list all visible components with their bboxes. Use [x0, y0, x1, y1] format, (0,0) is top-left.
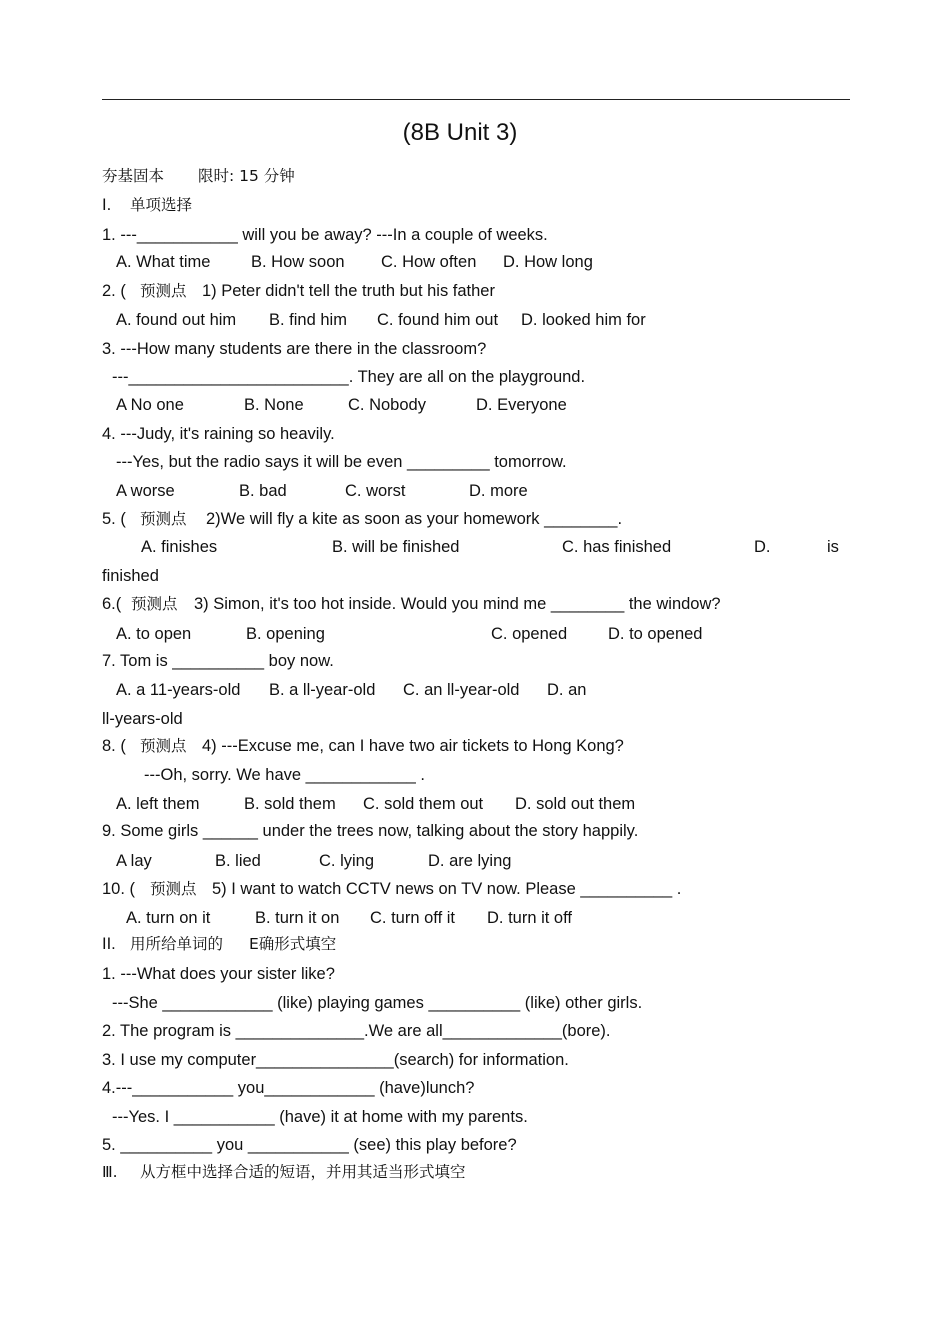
- q4-stem: 4. ---Judy, it's raining so heavily.: [102, 425, 335, 443]
- q10-option-a: A. turn on it: [126, 909, 211, 927]
- q4-stem-answer: ---Yes, but the radio says it will be even _________ tomorrow.: [116, 453, 567, 471]
- header-label: 夯基固本: [102, 167, 165, 185]
- q8-number: 8. (: [102, 737, 126, 755]
- q10-option-d: D. turn it off: [487, 909, 572, 927]
- q7-stem: 7. Tom is __________ boy now.: [102, 652, 334, 670]
- q5-tag: 预测点: [140, 510, 187, 528]
- q1-option-d: D. How long: [503, 253, 593, 271]
- section-1-number: I.: [102, 196, 112, 214]
- q8-option-a: A. left them: [116, 795, 200, 813]
- q10-number: 10. (: [102, 880, 136, 898]
- q7-option-b: B. a ll-year-old: [269, 681, 376, 699]
- q8-option-c: C. sold them out: [363, 795, 484, 813]
- q2-option-d: D. looked him for: [521, 311, 646, 329]
- q6-stem: 3) Simon, it's too hot inside. Would you mind me ________ the window?: [194, 595, 721, 613]
- q7-option-a: A. a 11-years-old: [116, 681, 241, 699]
- header-rule: [102, 99, 850, 100]
- s2-item-1-answer: ---She ____________ (like) playing games __________ (like) other girls.: [112, 994, 643, 1012]
- q3-option-b: B. None: [244, 396, 304, 414]
- q5-option-c: C. has finished: [562, 538, 672, 556]
- q8-stem: 4) ---Excuse me, can I have two air tickets to Hong Kong?: [202, 737, 624, 755]
- q10-stem: 5) I want to watch CCTV news on TV now. Please __________ .: [212, 880, 682, 898]
- q8-option-d: D. sold out them: [515, 795, 636, 813]
- q6-option-d: D. to opened: [608, 625, 703, 643]
- section-2-number: II.: [102, 935, 116, 953]
- q6-option-c: C. opened: [491, 625, 568, 643]
- s2-item-5: 5. __________ you ___________ (see) this play before?: [102, 1136, 517, 1154]
- q9-option-b: B. lied: [215, 852, 261, 870]
- q6-tag: 预测点: [131, 595, 178, 613]
- q9-option-a: A lay: [116, 852, 152, 870]
- q5-option-d-wrap: finished: [102, 567, 159, 585]
- q1-option-c: C. How often: [381, 253, 477, 271]
- s2-item-2: 2. The program is ______________.We are all_____________(bore).: [102, 1022, 611, 1040]
- q5-stem: 2)We will fly a kite as soon as your homework ________.: [206, 510, 623, 528]
- q10-option-c: C. turn off it: [370, 909, 455, 927]
- q5-number: 5. (: [102, 510, 126, 528]
- s2-item-1: 1. ---What does your sister like?: [102, 965, 335, 983]
- q2-option-b: B. find him: [269, 311, 347, 329]
- q2-tag: 预测点: [140, 282, 187, 300]
- q6-option-b: B. opening: [246, 625, 325, 643]
- q8-stem-answer: ---Oh, sorry. We have ____________ .: [144, 766, 425, 784]
- q1-option-b: B. How soon: [251, 253, 345, 271]
- q7-option-c: C. an ll-year-old: [403, 681, 520, 699]
- section-3-number: Ⅲ.: [102, 1163, 118, 1181]
- time-limit: 限时: 15 分钟: [198, 167, 295, 185]
- q10-option-b: B. turn it on: [255, 909, 340, 927]
- section-3-title: 从方框中选择合适的短语，并用其适当形式填空: [140, 1163, 466, 1181]
- s2-item-4-answer: ---Yes. I ___________ (have) it at home with my parents.: [112, 1108, 528, 1126]
- q9-option-d: D. are lying: [428, 852, 512, 870]
- q2-number: 2. (: [102, 282, 126, 300]
- q9-stem: 9. Some girls ______ under the trees now, talking about the story happily.: [102, 822, 639, 840]
- q8-tag: 预测点: [140, 737, 187, 755]
- q3-stem-answer: ---________________________. They are all on the playground.: [112, 368, 586, 386]
- q7-option-d-wrap: ll-years-old: [102, 710, 183, 728]
- section-1-title: 单项选择: [130, 196, 193, 214]
- q8-option-b: B. sold them: [244, 795, 336, 813]
- q10-tag: 预测点: [150, 880, 197, 898]
- q3-option-a: A No one: [116, 396, 184, 414]
- q2-stem: 1) Peter didn't tell the truth but his father: [202, 282, 495, 300]
- q6-option-a: A. to open: [116, 625, 192, 643]
- q5-option-b: B. will be finished: [332, 538, 460, 556]
- section-2-title: 用所给单词的: [130, 935, 224, 953]
- q4-option-b: B. bad: [239, 482, 287, 500]
- q1-stem: 1. ---___________ will you be away? ---In a couple of weeks.: [102, 226, 548, 244]
- q1-option-a: A. What time: [116, 253, 211, 271]
- q4-option-a: A worse: [116, 482, 175, 500]
- section-2-title-end: E确形式填空: [249, 935, 337, 953]
- q3-option-c: C. Nobody: [348, 396, 426, 414]
- q5-option-d: D.: [754, 538, 771, 556]
- q6-number: 6.(: [102, 595, 122, 613]
- q5-option-d-text: is: [827, 538, 839, 556]
- q9-option-c: C. lying: [319, 852, 375, 870]
- q4-option-c: C. worst: [345, 482, 406, 500]
- s2-item-4: 4.---___________ you____________ (have)lunch?: [102, 1079, 475, 1097]
- s2-item-3: 3. I use my computer_______________(search) for information.: [102, 1051, 569, 1069]
- q3-option-d: D. Everyone: [476, 396, 567, 414]
- q2-option-c: C. found him out: [377, 311, 499, 329]
- q3-stem: 3. ---How many students are there in the classroom?: [102, 340, 487, 358]
- q2-option-a: A. found out him: [116, 311, 237, 329]
- q5-option-a: A. finishes: [141, 538, 218, 556]
- q4-option-d: D. more: [469, 482, 528, 500]
- page-title: (8B Unit 3): [402, 119, 518, 146]
- q7-option-d: D. an: [547, 681, 587, 699]
